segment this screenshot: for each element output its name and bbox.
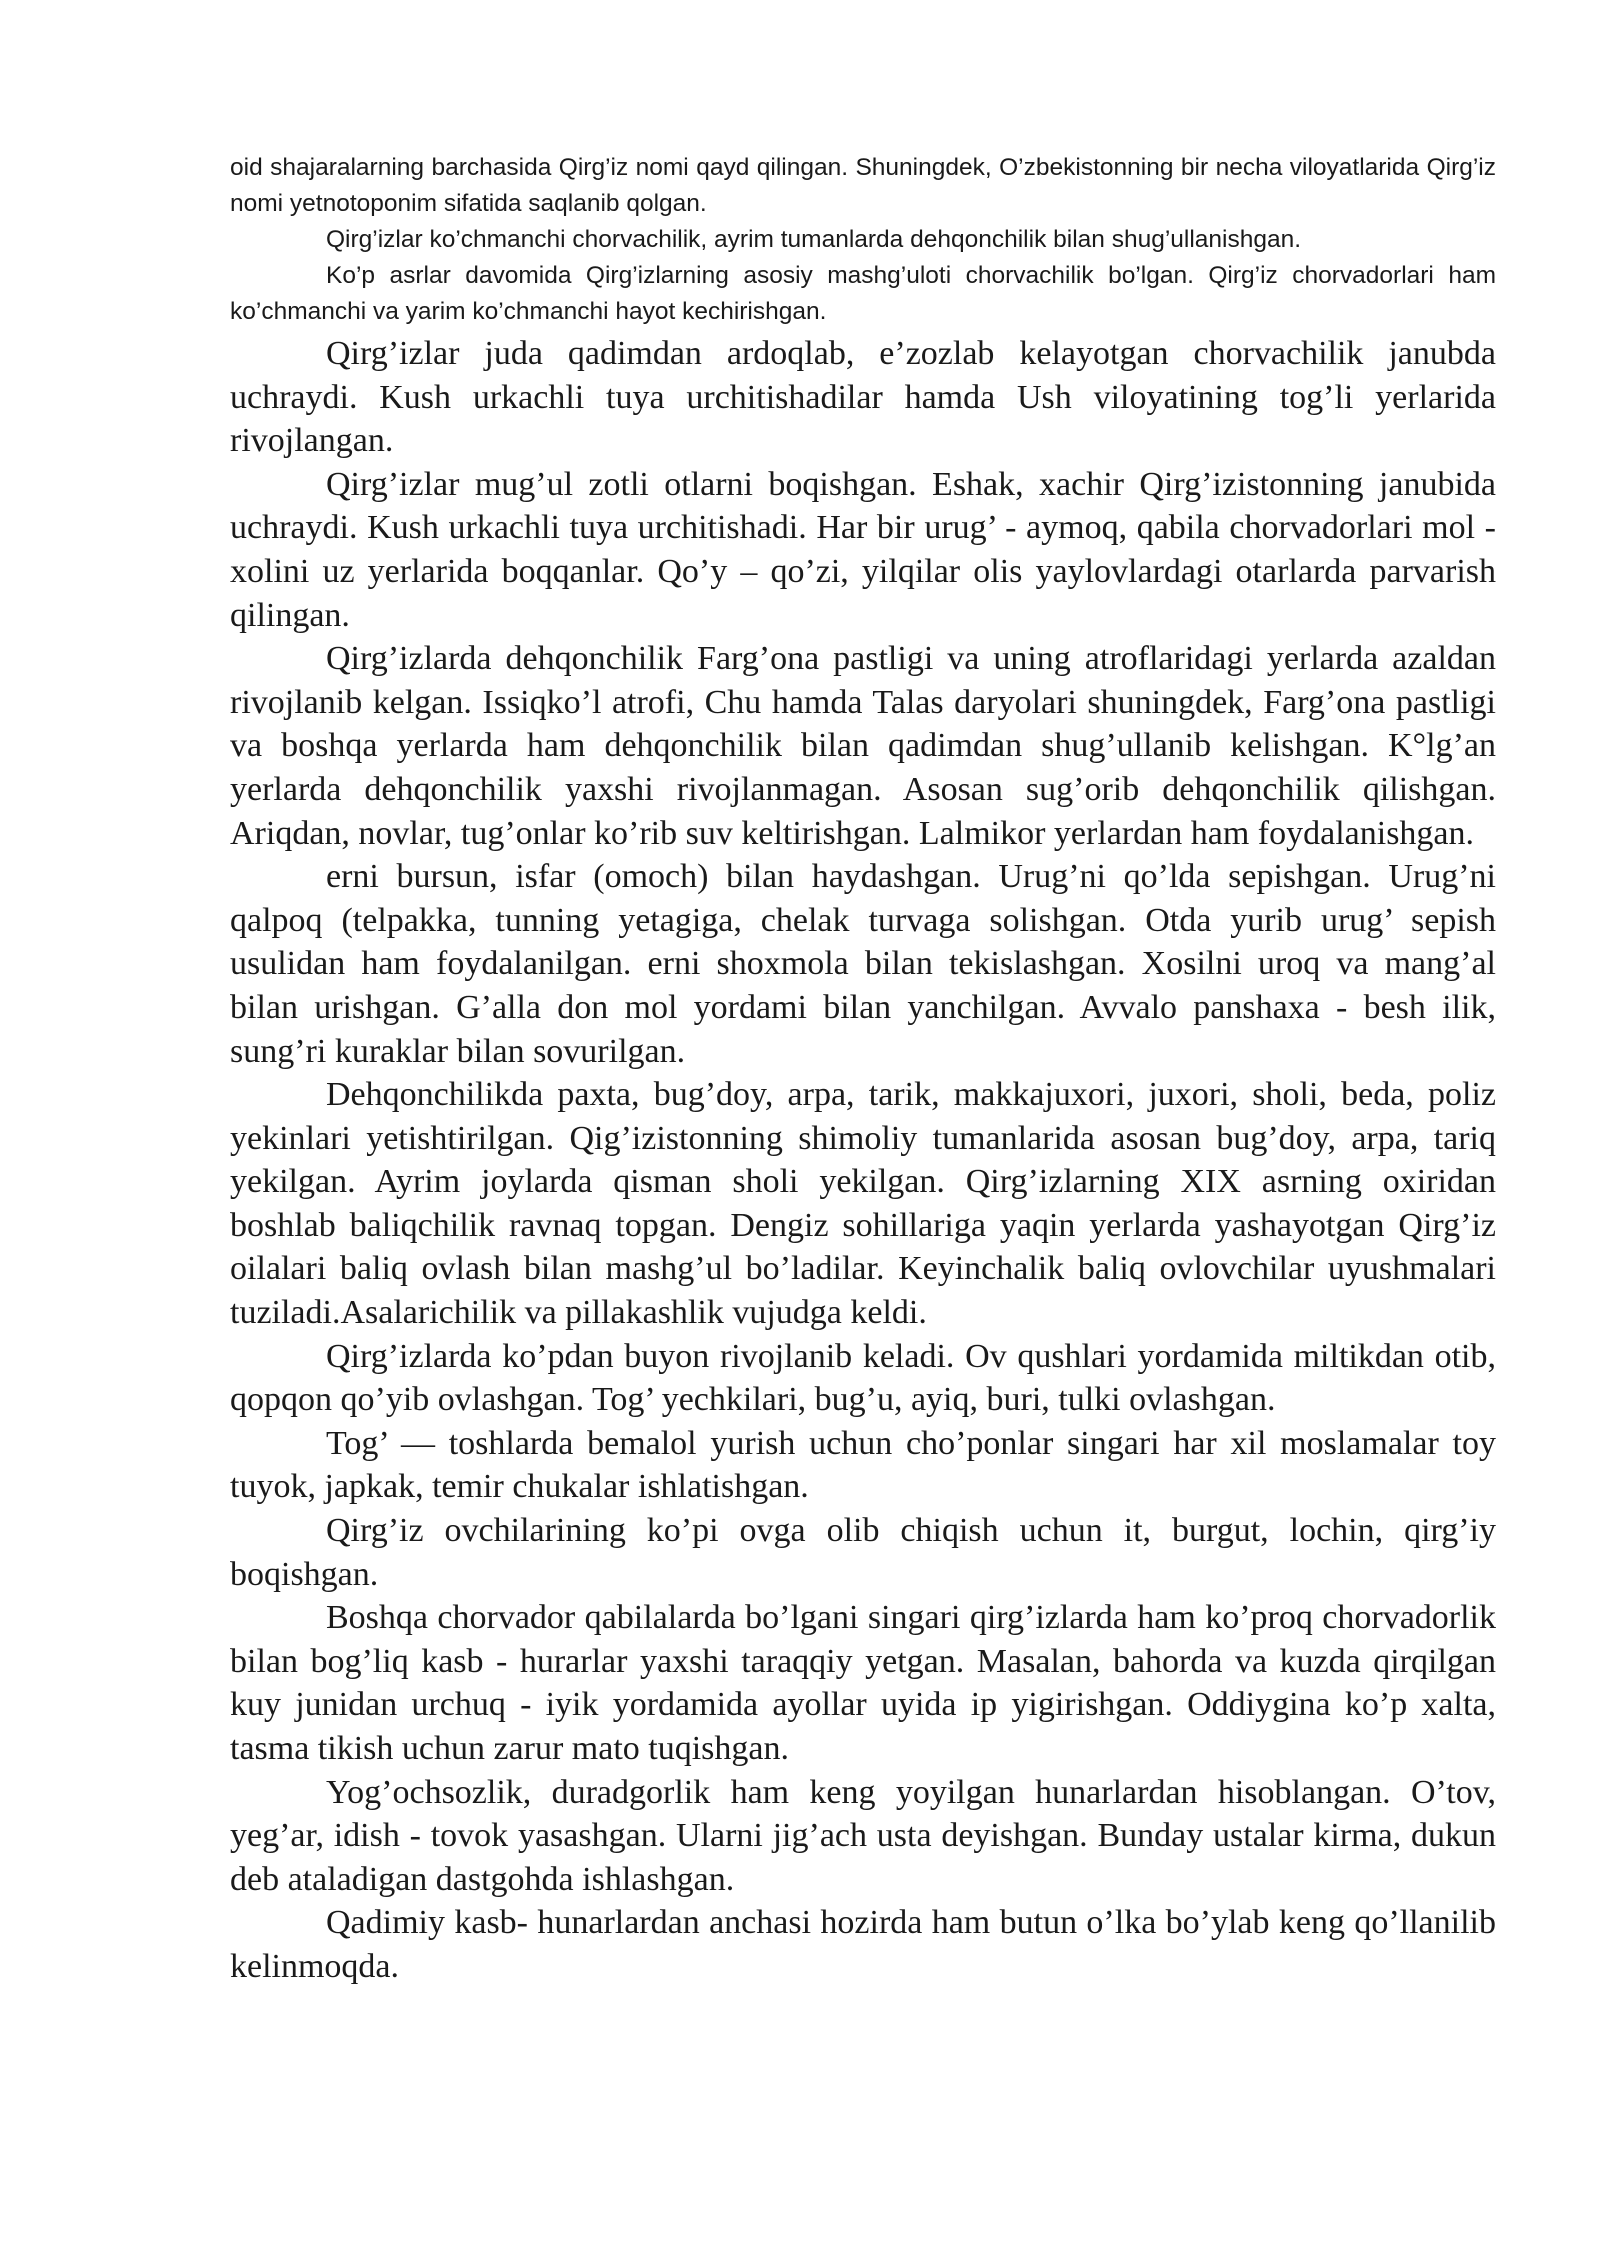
body-paragraph: Qirg’izlar juda qadimdan ardoqlab, e’zozlab kelayotgan chorvachilik janubda uchraydi. Kush urkachli tuya urchitishadilar hamda Ush viloyatining tog’li yerlarida rivojlangan. — [230, 335, 1496, 460]
body-paragraph: Boshqa chorvador qabilalarda bo’lgani singari qirg’izlarda ham ko’proq chorvadorlik bilan bog’liq kasb - hurarlar yaxshi taraqqiy yetgan. Masalan, bahorda va kuzda qirqilgan kuy junidan urchuq - iyik yordamida ayollar uyida ip yigirishgan. Oddiygina ko’p xalta, tasma tikish uchun zarur mato tuqishgan. — [230, 1599, 1496, 1767]
body-paragraph: Qirg’izlarda ko’pdan buyon rivojlanib keladi. Ov qushlari yordamida miltikdan otib, qopqon qo’yib ovlashgan. Tog’ yechkilari, bug’u, ayiq, buri, tulki ovlashgan. — [230, 1337, 1496, 1419]
body-paragraph: Qirg’izlar mug’ul zotli otlarni boqishgan. Eshak, xachir Qirg’izistonning janubida uchraydi. Kush urkachli tuya urchitishadi. Har bir urug’ - aymoq, qabila chorvadorlari mol - xolini uz yerlarida boqqanlar. Qo’y – qo’zi, yilqilar olis yaylovlardagi otarlarda parvarish qilingan. — [230, 465, 1496, 634]
body-paragraph: Qirg’iz ovchilarining ko’pi ovga olib chiqish uchun it, burgut, lochin, qirg’iy boqishgan. — [230, 1512, 1496, 1593]
intro-paragraph: oid shajaralarning barchasida Qirg’iz nomi qayd qilingan. Shuningdek, O’zbekistonning bir necha viloyatlarida Qirg’iz nomi yetnotoponim sifatida saqlanib qolgan. — [230, 154, 1496, 217]
intro-paragraph: Qirg’izlar ko’chmanchi chorvachilik, ayrim tumanlarda dehqonchilik bilan shug’ullanishgan. — [326, 226, 1302, 253]
body-paragraph: Tog’ — toshlarda bemalol yurish uchun cho’ponlar singari har xil moslamalar toy tuyok, japkak, temir chukalar ishlatishgan. — [230, 1424, 1496, 1506]
body-paragraph: Qirg’izlarda dehqonchilik Farg’ona pastligi va uning atroflaridagi yerlarda azaldan rivojlanib kelgan. Issiqko’l atrofi, Chu hamda Talas daryolari shuningdek, Farg’ona pastligi va boshqa yerlarda ham dehqonchilik bilan qadimdan shug’ullanib kelishgan. K°lg’an yerlarda dehqonchilik yaxshi rivojlanmagan. Asosan sug’orib dehqonchilik qilishgan. Ariqdan, novlar, tug’onlar ko’rib suv keltirishgan. Lalmikor yerlardan ham foydalanishgan. — [230, 640, 1496, 852]
body-paragraph: Dehqonchilikda paxta, bug’doy, arpa, tarik, makkajuxori, juxori, sholi, beda, poliz yekinlari yetishtirilgan. Qig’izistonning shimoliy tumanlarida asosan bug’doy, arpa, tariq yekilgan. Ayrim joylarda qisman sholi yekilgan. Qirg’izlarning XIX asrning oxiridan boshlab baliqchilik ravnaq topgan. Dengiz sohillariga yaqin yerlarda yashayotgan Qirg’iz oilalari baliq ovlash bilan mashg’ul bo’ladilar. Keyinchalik baliq ovlovchilar uyushmalari tuziladi.Asalarichilik va pillakashlik vujudga keldi. — [230, 1076, 1496, 1332]
intro-paragraph: Ko’p asrlar davomida Qirg’izlarning asosiy mashg’uloti chorvachilik bo’lgan. Qirg’iz chorvadorlari ham ko’chmanchi va yarim ko’chmanchi hayot kechirishgan. — [230, 262, 1496, 325]
body-paragraph: erni bursun, isfar (omoch) bilan haydashgan. Urug’ni qo’lda sepishgan. Urug’ni qalpoq (telpakka, tunning yetagiga, chelak turvaga solishgan. Otda yurib urug’ sepish usulidan ham foydalanilgan. erni shoxmola bilan tekislashgan. Xosilni uroq va mang’al bilan urishgan. G’alla don mol yordami bilan yanchilgan. Avvalo panshaxa - besh ilik, sung’ri kuraklar bilan sovurilgan. — [230, 858, 1496, 1070]
document-page — [230, 150, 1496, 1989]
body-paragraph: Qadimiy kasb- hunarlardan anchasi hozirda ham butun o’lka bo’ylab keng qo’llanilib kelinmoqda. — [230, 1904, 1496, 1985]
body-paragraph: Yog’ochsozlik, duradgorlik ham keng yoyilgan hunarlardan hisoblangan. O’tov, yeg’ar, idish - tovok yasashgan. Ularni jig’ach usta deyishgan. Bunday ustalar kirma, dukun deb ataladigan dastgohda ishlashgan. — [230, 1773, 1496, 1898]
